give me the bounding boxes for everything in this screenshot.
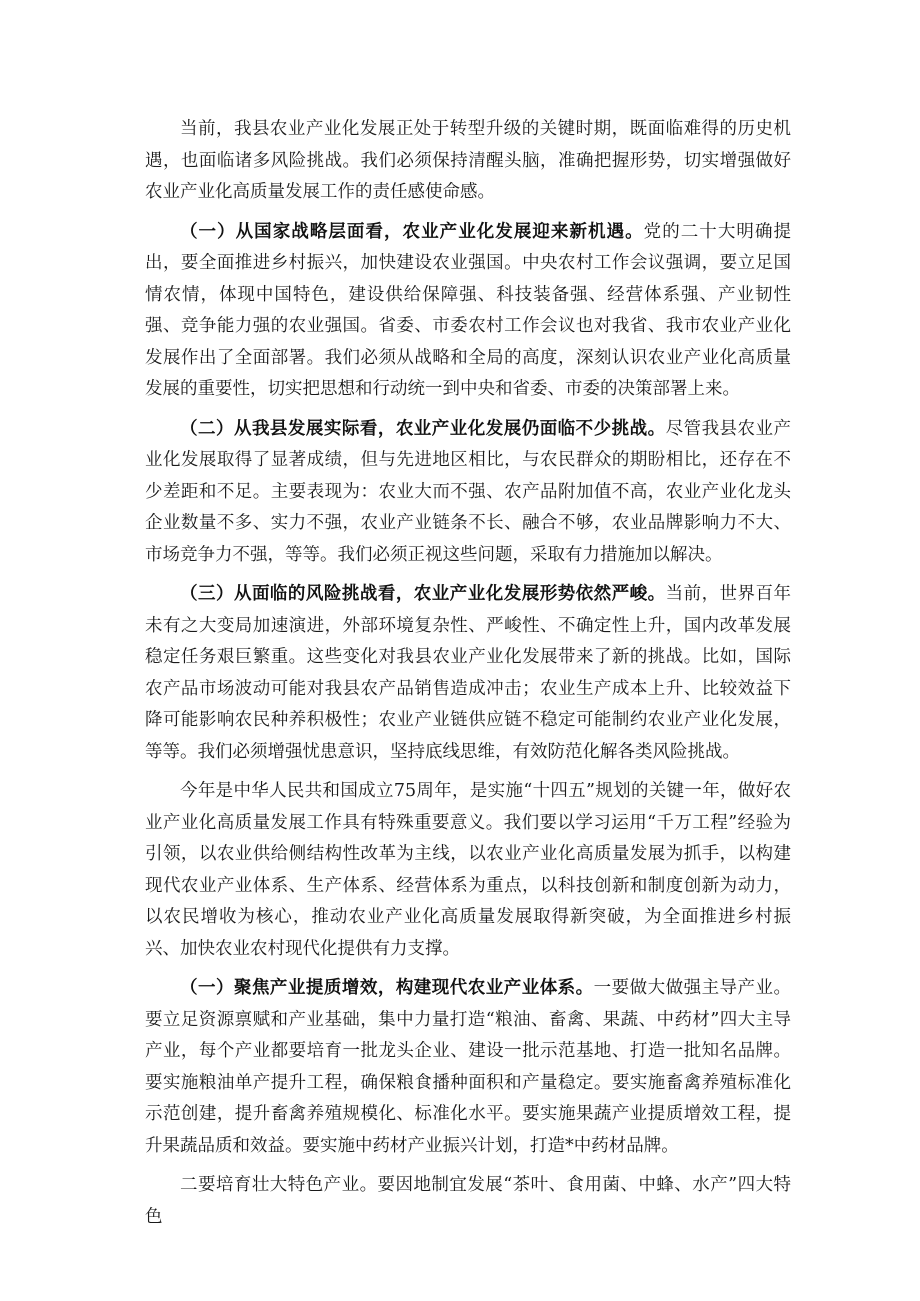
document-body [145, 114, 791, 1239]
paragraph-text: 尽管我县农业产业化发展取得了显著成绩，但与先进地区相比，与农民群众的期盼相比，还存在不少差距和不足。主要表现为：农业大而不强、农产品附加值不高，农业产业化龙头企业数量不多、实力不强，农业产业链条不长、融合不够，农业品牌影响力不大、市场竞争力不强，等等。我们必须正视这些问题，采取有力措施加以解决。 [145, 418, 792, 565]
paragraph-text: 二要培育壮大特色产业。要因地制宜发展“茶叶、食用菌、中蜂、水产”四大特色 [145, 1175, 791, 1227]
paragraph-lead: （二）从我县发展实际看，农业产业化发展仍面临不少挑战。 [180, 418, 666, 439]
paragraph-situation-overview [145, 114, 791, 209]
paragraph-specialty-industries [145, 1170, 791, 1233]
paragraph-lead: （三）从面临的风险挑战看，农业产业化发展形势依然严峻。 [180, 584, 666, 604]
paragraph-national-strategy [145, 217, 791, 406]
paragraph-text: 一要做大做强主导产业。要立足资源禀赋和产业基础，集中力量打造“粮油、畜禽、果蔬、中药材”四大主导产业，每个产业都要培育一批龙头企业、建设一批示范基地、打造一批知名品牌。要实施粮油单产提升工程，确保粮食播种面积和产量稳定。要实施畜禽养殖标准化示范创建，提升畜禽养殖规模化、标准化水平。要实施果蔬产业提质增效工程，提升果蔬品质和效益。要实施中药材产业振兴计划，打造*中药材品牌。 [145, 978, 792, 1156]
paragraph-text: 党的二十大明确提出，要全面推进乡村振兴，加快建设农业强国。中央农村工作会议强调，要立足国情农情，体现中国特色，建设供给保障强、科技装备强、经营体系强、产业韧性强、竞争能力强的农业强国。省委、市委农村工作会议也对我省、我市农业产业化发展作出了全面部署。我们必须从战略和全局的高度，深刻认识农业产业化高质量发展的重要性，切实把思想和行动统一到中央和省委、市委的决策部署上来。 [145, 221, 791, 399]
paragraph-industry-system [145, 973, 791, 1162]
paragraph-text: 今年是中华人民共和国成立75周年，是实施“十四五”规划的关键一年，做好农业产业化高质量发展工作具有特殊重要意义。我们要以学习运用“千万工程”经验为引领，以农业供给侧结构性改革为主线，以农业产业化高质量发展为抓手，以构建现代农业产业体系、生产体系、经营体系为重点，以科技创新和制度创新为动力，以农民增收为核心，推动农业产业化高质量发展取得新突破，为全面推进乡村振兴、加快农业农村现代化提供有力支撑。 [145, 781, 791, 959]
paragraph-text: 当前，世界百年未有之大变局加速演进，外部环境复杂性、严峻性、不确定性上升，国内改革发展稳定任务艰巨繁重。这些变化对我县农业产业化发展带来了新的挑战。比如，国际农产品市场波动可能对我县农产品销售造成冲击；农业生产成本上升、比较效益下降可能影响农民种养积极性；农业产业链供应链不稳定可能制约农业产业化发展，等等。我们必须增强忧患意识，坚持底线思维，有效防范化解各类风险挑战。 [145, 584, 792, 762]
paragraph-risk-challenges [145, 579, 791, 768]
paragraph-annual-goals [145, 776, 791, 965]
paragraph-lead: （一）聚焦产业提质增效，构建现代农业产业体系。 [180, 978, 594, 998]
paragraph-text: 当前，我县农业产业化发展正处于转型升级的关键时期，既面临难得的历史机遇，也面临诸多风险挑战。我们必须保持清醒头脑，准确把握形势，切实增强做好农业产业化高质量发展工作的责任感使命感。 [145, 119, 791, 202]
paragraph-county-reality [145, 414, 791, 572]
paragraph-lead: （一）从国家战略层面看，农业产业化发展迎来新机遇。 [180, 221, 644, 242]
